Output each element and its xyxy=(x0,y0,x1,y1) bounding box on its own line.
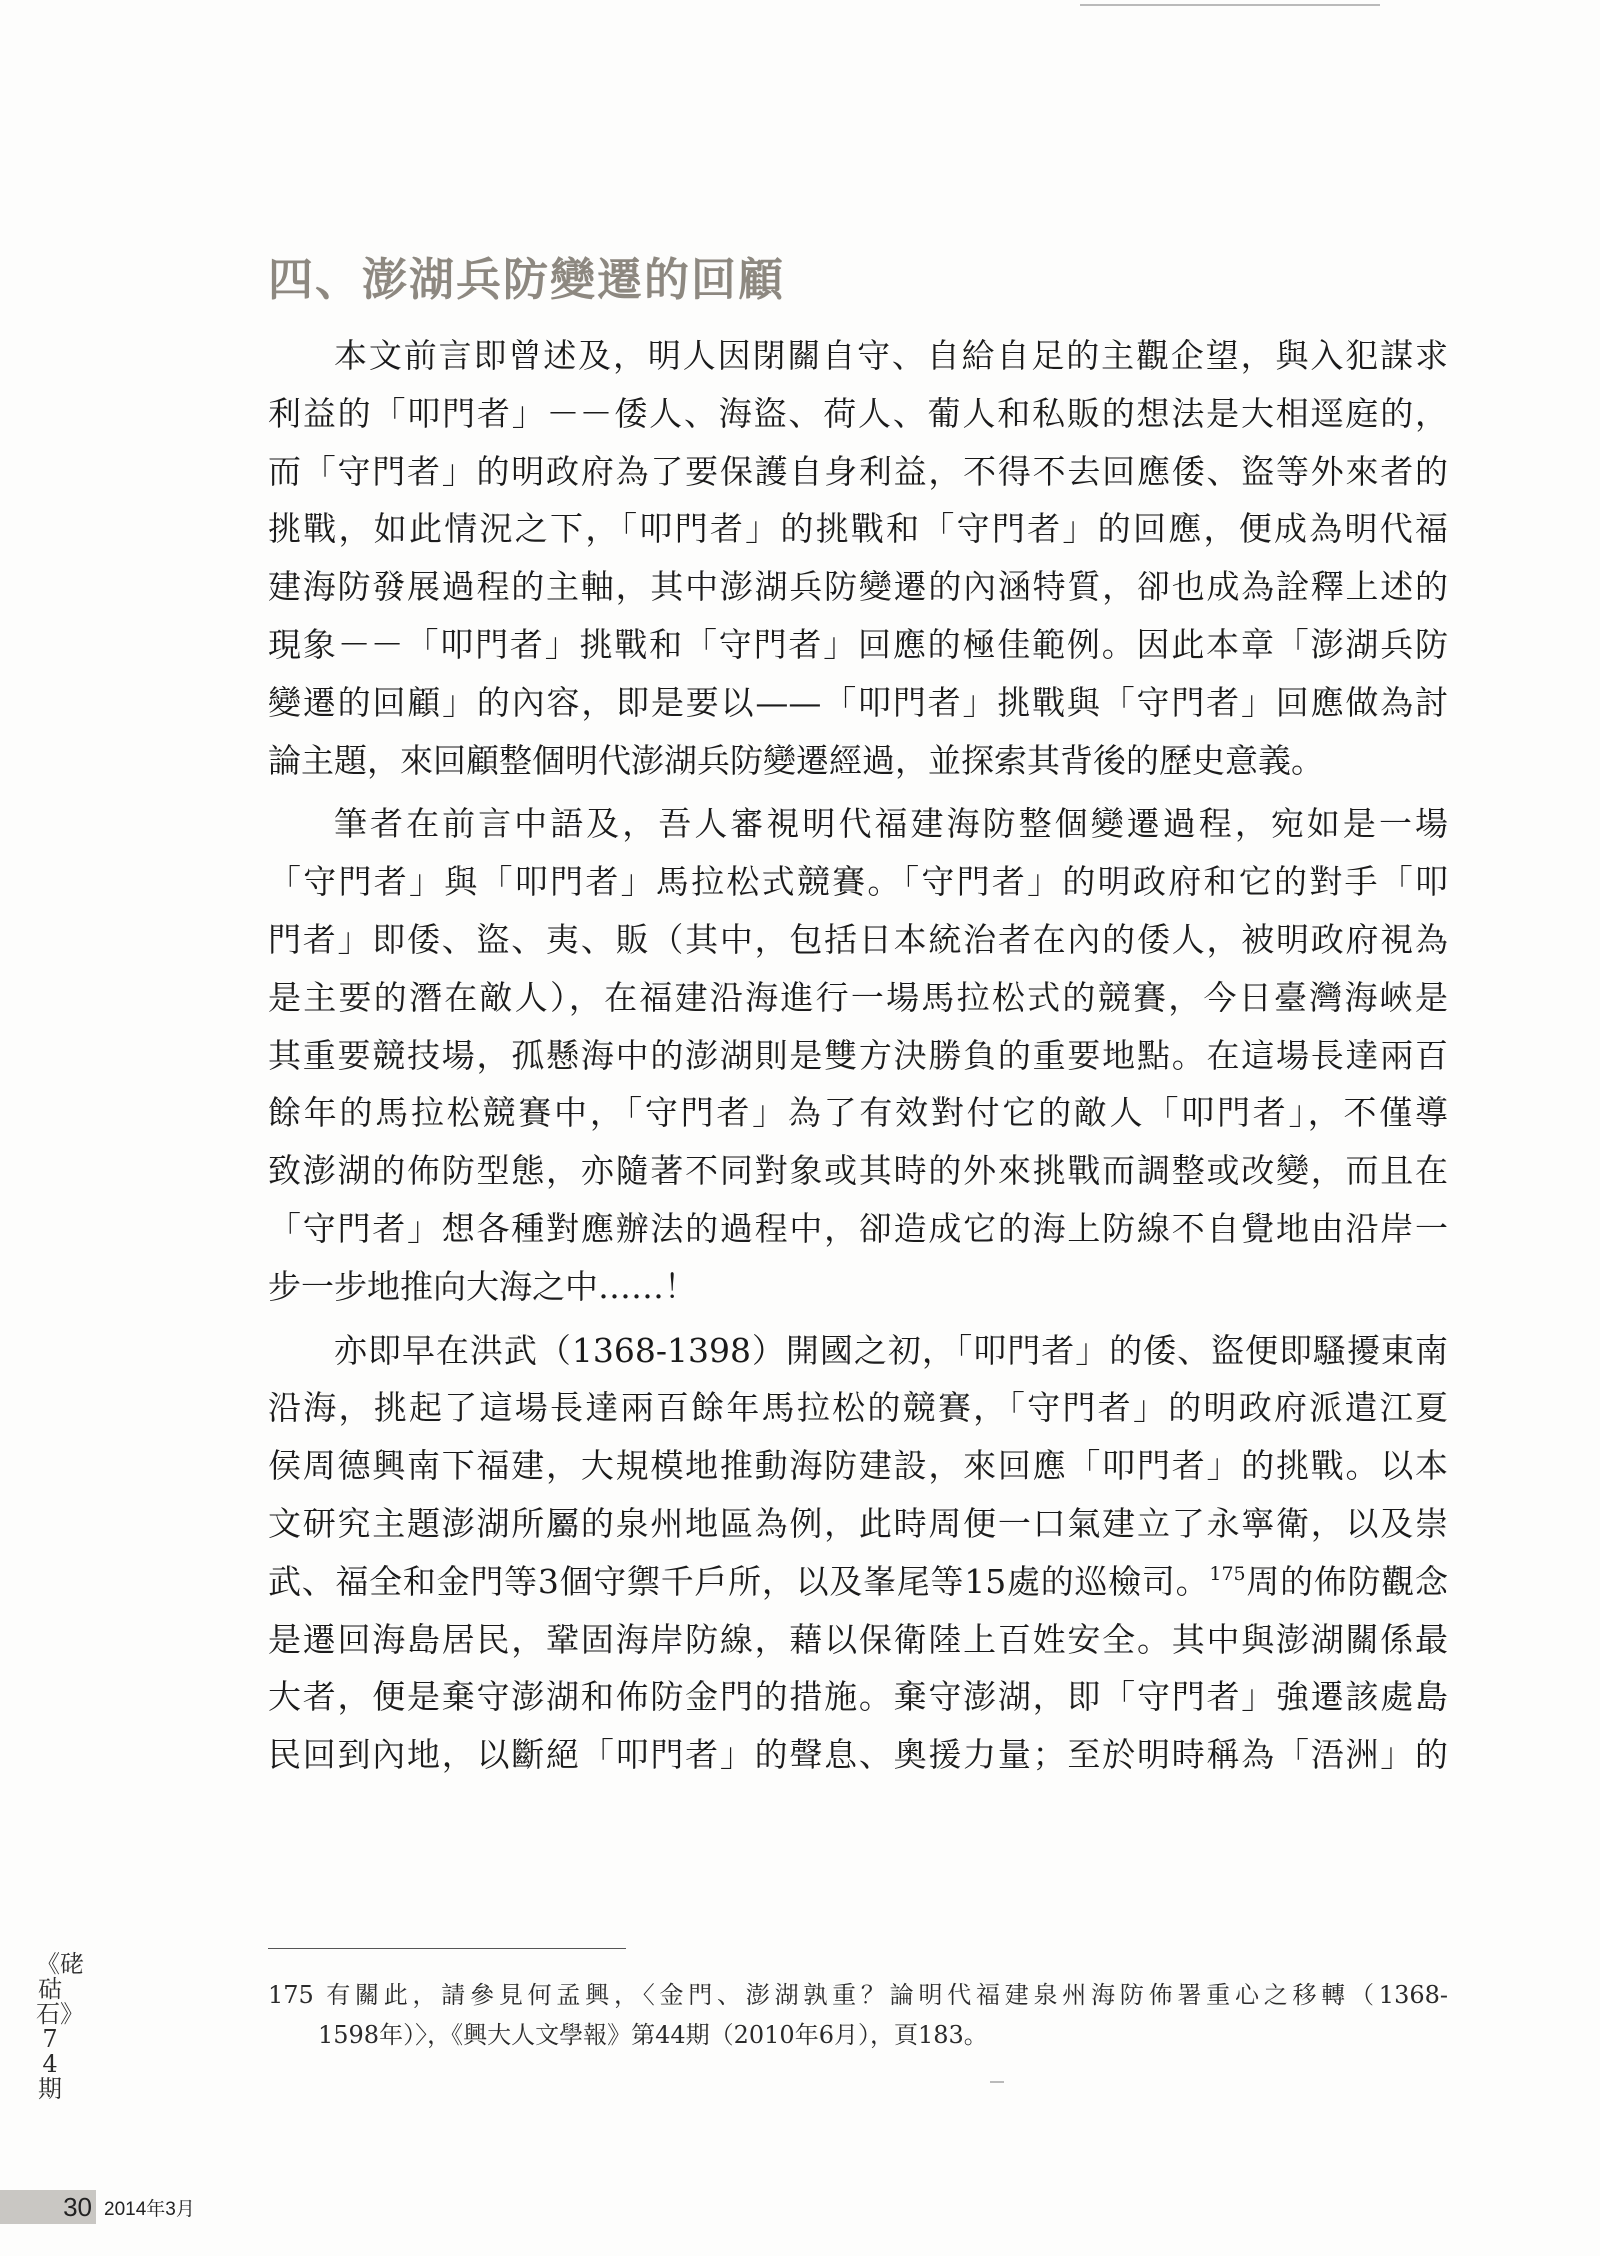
footnote-line: 1598年）〉，《興大人文學報》第44期（2010年6月），頁183。 xyxy=(318,2021,988,2049)
footnote xyxy=(268,1975,1448,2055)
text-segment: 周的佈防觀念 xyxy=(1245,1561,1448,1601)
issue-date: 2014年3月 xyxy=(104,2198,195,2220)
text-line: 門者」即倭、盜、夷、販（其中，包括日本統治者在內的倭人，被明政府視為 xyxy=(268,919,1448,959)
scan-artifact xyxy=(990,2081,1004,2083)
paragraph-1 xyxy=(268,327,1448,789)
text-line: 侯周德興南下福建，大規模地推動海防建設，來回應「叩門者」的挑戰。以本 xyxy=(268,1446,1448,1486)
text-line: 挑戰，如此情況之下，「叩門者」的挑戰和「守門者」的回應，便成為明代福 xyxy=(268,509,1448,549)
text-line: 沿海，挑起了這場長達兩百餘年馬拉松的競賽，「守門者」的明政府派遣江夏 xyxy=(268,1388,1448,1428)
text-line: 大者，便是棄守澎湖和佈防金門的措施。棄守澎湖，即「守門者」強遷該處島 xyxy=(268,1677,1448,1717)
text-line-with-footnote xyxy=(268,1553,1448,1611)
text-line: 建海防發展過程的主軸，其中澎湖兵防變遷的內涵特質，卻也成為詮釋上述的 xyxy=(268,567,1448,607)
text-line: 「守門者」想各種對應辦法的過程中，卻造成它的海上防線不自覺地由沿岸一 xyxy=(268,1208,1448,1248)
text-line: 筆者在前言中語及，吾人審視明代福建海防整個變遷過程，宛如是一場 xyxy=(334,804,1448,844)
body-text xyxy=(268,327,1448,1784)
page-number: 30 xyxy=(0,2190,96,2224)
text-segment: 武、福全和金門等3個守禦千戶所，以及峯尾等15處的巡檢司。 xyxy=(268,1561,1210,1601)
text-line: 餘年的馬拉松競賽中，「守門者」為了有效對付它的敵人「叩門者」，不僅導 xyxy=(268,1093,1448,1133)
text-line: 本文前言即曾述及，明人因閉關自守、自給自足的主觀企望，與入犯謀求 xyxy=(334,336,1448,375)
page-footer xyxy=(0,2190,195,2224)
text-line: 是遷回海島居民，鞏固海岸防線，藉以保衛陸上百姓安全。其中與澎湖關係最 xyxy=(268,1619,1448,1659)
paragraph-2 xyxy=(268,795,1448,1315)
text-line: 民回到內地，以斷絕「叩門者」的聲息、奧援力量；至於明時稱為「浯洲」的 xyxy=(268,1735,1448,1775)
section-heading: 四、澎湖兵防變遷的回顧 xyxy=(268,253,786,306)
text-line: 是主要的潛在敵人），在福建沿海進行一場馬拉松式的競賽，今日臺灣海峽是 xyxy=(268,977,1448,1017)
text-line: 亦即早在洪武（1368-1398）開國之初，「叩門者」的倭、盜便即騷擾東南 xyxy=(334,1330,1448,1370)
text-line: 步一步地推向大海之中……！ xyxy=(268,1266,697,1306)
text-line: 論主題，來回顧整個明代澎湖兵防變遷經過，並探索其背後的歷史意義。 xyxy=(268,740,1324,780)
text-line: 其重要競技場，孤懸海中的澎湖則是雙方決勝負的重要地點。在這場長達兩百 xyxy=(268,1035,1448,1075)
text-line: 利益的「叩門者」－－倭人、海盜、荷人、葡人和私販的想法是大相逕庭的， xyxy=(268,393,1448,433)
text-line: 現象－－「叩門者」挑戰和「守門者」回應的極佳範例。因此本章「澎湖兵防 xyxy=(268,624,1448,664)
footnote-line: 175 有關此，請參見何孟興，〈金門、澎湖孰重？論明代福建泉州海防佈署重心之移轉（1368- xyxy=(268,1981,1448,2009)
scan-artifact xyxy=(1080,4,1380,6)
text-line: 「守門者」與「叩門者」馬拉松式競賽。「守門者」的明政府和它的對手「叩 xyxy=(268,862,1448,902)
text-line: 變遷的回顧」的內容，即是要以——「叩門者」挑戰與「守門者」回應做為討 xyxy=(268,682,1448,722)
text-line: 而「守門者」的明政府為了要保護自身利益，不得不去回應倭、盜等外來者的 xyxy=(268,451,1448,491)
journal-title: 《硓𥑮石》74期 xyxy=(36,1950,84,2103)
footnote-ref[interactable]: 175 xyxy=(1209,1562,1246,1585)
text-line: 文研究主題澎湖所屬的泉州地區為例，此時周便一口氣建立了永寧衛，以及崇 xyxy=(268,1503,1448,1543)
footnote-divider xyxy=(268,1948,626,1949)
paragraph-3 xyxy=(268,1322,1448,1784)
text-line: 致澎湖的佈防型態，亦隨著不同對象或其時的外來挑戰而調整或改變，而且在 xyxy=(268,1151,1448,1191)
